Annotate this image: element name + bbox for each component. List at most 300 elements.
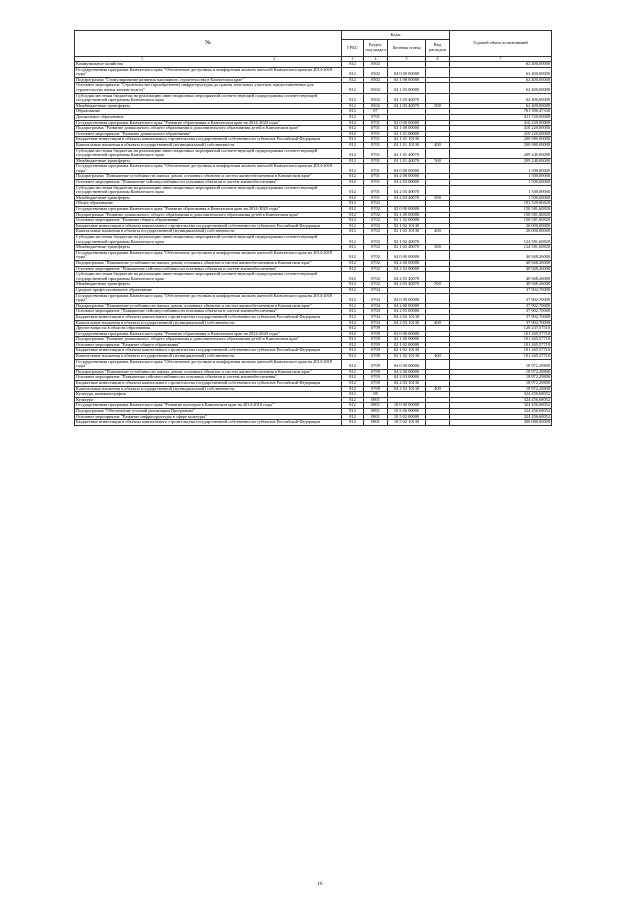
document-sheet [74,30,551,426]
cell-grbs: 812 [342,369,364,375]
column-number: 5 [388,57,426,62]
cell-target-item: 10 0 00 00000 [388,403,426,409]
cell-section: 0701 [364,164,388,174]
cell-amount: 101 265,57710 [450,342,552,348]
cell-amount: 1 500,00000 [450,164,552,174]
cell-amount: 200 980,00000 [450,137,552,143]
cell-section: 0801 [364,403,388,409]
cell-section: 0701 [364,137,388,143]
column-number: 3 [342,57,364,62]
cell-target-item: 10 5 02 00000 [388,414,426,420]
column-number: 7 [450,57,552,62]
cell-name: Бюджетные инвестиции в объекты капитального строительства государственной собственности субъектов Российской Федерации [75,348,342,354]
cell-section: 0701 [364,120,388,126]
cell-section: 0709 [364,326,388,332]
cell-target-item: 04 2 03 40070 [388,185,426,195]
cell-amount: 410 220,00000 [450,120,552,126]
cell-grbs: 812 [342,303,364,309]
cell-name: Капитальные вложения в объекты государственной (муниципальной) собственности [75,354,342,360]
cell-target-item: 02 1 01 40070 [388,158,426,164]
cell-target-item: 02 1 02 10130 [388,348,426,354]
cell-name: Основное мероприятие "Развитие общего образования" [75,218,342,224]
cell-amount: 26 000,00000 [450,223,552,229]
cell-grbs: 812 [342,195,364,201]
cell-section: 0701 [364,148,388,158]
cell-target-item: 04 0 00 00000 [388,359,426,369]
cell-grbs: 812 [342,77,364,83]
cell-section: 0702 [364,207,388,213]
cell-section: 0701 [364,114,388,120]
cell-amount: 410 220,00000 [450,126,552,132]
cell-name: Образование [75,109,342,115]
cell-grbs: 812 [342,229,364,235]
cell-section: 0702 [364,250,388,260]
header-number: № [75,31,342,57]
table-row [75,83,552,93]
cell-grbs: 812 [342,314,364,320]
cell-target-item: 02 0 00 00000 [388,120,426,126]
cell-grbs: 812 [342,392,364,398]
cell-target-item: 04 1 03 40070 [388,93,426,103]
cell-name: Общее образование [75,201,342,207]
cell-amount: 150 581,60820 [450,212,552,218]
cell-grbs: 812 [342,287,364,293]
cell-target-item: 02 1 00 00000 [388,212,426,218]
cell-target-item: 04 2 03 00000 [388,375,426,381]
cell-grbs: 812 [342,309,364,315]
table-row [75,148,552,158]
header-expense-type: Вид расходов [426,40,450,57]
cell-expense-type: 400 [426,354,450,360]
cell-target-item: 04 2 03 10130 [388,386,426,392]
budget-table [74,30,552,426]
cell-name: Подпрограмма "Развитие дошкольного, общего образования и дополнительного образования детей в Камчатском крае" [75,337,342,343]
cell-name: Бюджетные инвестиции в объекты капитального строительства государственной собственности субъектов Российской Федерации [75,223,342,229]
cell-grbs: 812 [342,223,364,229]
cell-section: 0709 [364,354,388,360]
cell-name: Подпрограмма "Обеспечение условий реализации Программы" [75,409,342,415]
cell-section: 0502 [364,103,388,109]
table-row [75,250,552,260]
cell-amount: 40 948,26000 [450,260,552,266]
cell-target-item: 04 1 03 00000 [388,83,426,93]
cell-grbs: 812 [342,180,364,186]
cell-amount: 200 980,00000 [450,142,552,148]
cell-grbs: 812 [342,137,364,143]
cell-section: 0709 [364,337,388,343]
cell-target-item: 02 1 02 10130 [388,223,426,229]
cell-target-item: 04 2 03 40070 [388,195,426,201]
cell-target-item: 02 0 00 00000 [388,331,426,337]
cell-amount: 324 456,68052 [450,409,552,415]
cell-grbs: 812 [342,62,364,68]
cell-section: 0709 [364,381,388,387]
cell-amount: 124 581,60820 [450,235,552,245]
cell-section: 0704 [364,320,388,326]
column-number: 1 2 [75,57,342,62]
cell-amount: 40 948,26000 [450,282,552,288]
cell-grbs: 812 [342,331,364,337]
cell-expense-type [426,148,450,158]
cell-section: 0502 [364,93,388,103]
cell-section: 0502 [364,83,388,93]
cell-section: 0801 [364,414,388,420]
cell-amount: 62 400,00000 [450,93,552,103]
cell-name: Государственная программа Камчатского края "Развитие образования в Камчатском крае на 2014-2020 годы" [75,120,342,126]
cell-expense-type [426,83,450,93]
cell-section: 0801 [364,409,388,415]
cell-target-item: 04 0 00 00000 [388,293,426,303]
cell-section: 0709 [364,348,388,354]
cell-grbs: 812 [342,266,364,272]
cell-name: Основное мероприятие "Повышение сейсмоустойчивости основных объектов и систем жизнеобеспечения" [75,266,342,272]
cell-grbs: 812 [342,235,364,245]
header-grbs: ГРБС [342,40,364,57]
cell-name: Субсидии местным бюджетам на реализацию инвестиционных мероприятий соответствующей подпрограммы соответствующей государственной программы Камчатского края [75,93,342,103]
header-codes: Коды [342,31,450,40]
cell-section: 0709 [364,359,388,369]
cell-grbs: 812 [342,201,364,207]
cell-amount: 18 972,29800 [450,359,552,369]
cell-name: Межбюджетные трансферты [75,103,342,109]
cell-section: 0702 [364,282,388,288]
cell-target-item: 04 2 00 00000 [388,174,426,180]
cell-grbs: 812 [342,409,364,415]
cell-name: Государственная программа Камчатского края "Развитие образования в Камчатском крае на 2014-2020 годы" [75,331,342,337]
cell-section: 0702 [364,235,388,245]
cell-grbs: 812 [342,397,364,403]
cell-grbs: 812 [342,260,364,266]
cell-section: 0701 [364,180,388,186]
cell-amount: 26 000,00000 [450,229,552,235]
cell-section: 0704 [364,287,388,293]
header-section: Раздел, под-раздел [364,40,388,57]
cell-grbs: 812 [342,131,364,137]
cell-target-item: 04 2 03 00000 [388,180,426,186]
cell-expense-type [426,272,450,282]
cell-grbs: 812 [342,320,364,326]
cell-amount: 18 972,29800 [450,369,552,375]
cell-grbs: 812 [342,381,364,387]
cell-name: Среднее профессиональное образование [75,287,342,293]
table-row [75,235,552,245]
table-row [75,359,552,369]
cell-target-item: 02 1 00 00000 [388,337,426,343]
cell-name: Подпрограмма "Повышение устойчивости жилых домов, основных объектов и систем жизнеобеспечения в Камчатском крае" [75,369,342,375]
cell-expense-type [426,67,450,77]
cell-grbs: 812 [342,282,364,288]
cell-section: 0709 [364,342,388,348]
cell-section: 0704 [364,303,388,309]
cell-target-item: 04 1 03 40070 [388,103,426,109]
cell-amount: 1 500,00000 [450,185,552,195]
cell-grbs: 812 [342,103,364,109]
table-row [75,272,552,282]
cell-name: Бюджетные инвестиции в объекты капитального строительства государственной собственности субъектов Российской Федерации [75,137,342,143]
table-header-row [75,31,552,40]
cell-name: Коммунальное хозяйство [75,62,342,68]
cell-target-item: 04 0 00 00000 [388,250,426,260]
cell-name: Подпрограмма "Развитие дошкольного, общего образования и дополнительного образования детей в Камчатском крае" [75,126,342,132]
cell-target-item: 04 1 00 00000 [388,77,426,83]
cell-section: 0702 [364,212,388,218]
cell-target-item: 04 2 03 10130 [388,381,426,387]
cell-name: Межбюджетные трансферты [75,282,342,288]
cell-grbs: 812 [342,212,364,218]
cell-name: Бюджетные инвестиции в объекты капитального строительства государственной собственности субъектов Российской Федерации [75,420,342,426]
cell-target-item: 02 1 01 00000 [388,131,426,137]
cell-amount: 101 265,57710 [450,348,552,354]
cell-section: 0702 [364,201,388,207]
cell-expense-type [426,293,450,303]
cell-grbs: 812 [342,342,364,348]
cell-name: Государственная программа Камчатского края "Обеспечение доступным и комфортным жильем жителей Камчатского края на 2014-2018 годы" [75,293,342,303]
table-row [75,293,552,303]
cell-section: 0702 [364,260,388,266]
cell-expense-type [426,164,450,174]
cell-amount: 410 220,00000 [450,131,552,137]
cell-name: Субсидии местным бюджетам на реализацию инвестиционных мероприятий соответствующей подпрограммы соответствующей государственной программы Камчатского края [75,148,342,158]
header-target-item: Целевая статья [388,40,426,57]
cell-name: Основное мероприятие "Развитие инфраструктуры в сфере культуры" [75,414,342,420]
cell-grbs: 812 [342,348,364,354]
cell-amount: 18 972,29800 [450,381,552,387]
cell-name: Основное мероприятие "Повышение сейсмоустойчивости основных объектов и систем жизнеобеспечения" [75,375,342,381]
cell-amount: 101 265,57710 [450,331,552,337]
cell-grbs: 812 [342,120,364,126]
cell-name: Дошкольное образование [75,114,342,120]
cell-name: Подпрограмма "Развитие дошкольного, общего образования и дополнительного образования детей в Камчатском крае" [75,212,342,218]
cell-name: Основное мероприятие "Развитие общего образования" [75,342,342,348]
cell-amount: 191 529,86820 [450,201,552,207]
cell-amount: 1 500,00000 [450,174,552,180]
cell-amount: 101 265,57710 [450,337,552,343]
cell-section: 0701 [364,158,388,164]
cell-amount: 37 902,70000 [450,314,552,320]
cell-name: Основное мероприятие "Повышение сейсмоустойчивости основных объектов и систем жизнеобеспечения" [75,309,342,315]
cell-expense-type: 500 [426,158,450,164]
cell-grbs: 812 [342,93,364,103]
cell-section: 0704 [364,293,388,303]
cell-section: 0709 [364,369,388,375]
cell-target-item: 04 0 00 00000 [388,164,426,174]
cell-section: 0702 [364,272,388,282]
cell-name: Подпрограмма "Стимулирование развития жилищного строительства в Камчатском крае" [75,77,342,83]
cell-target-item: 02 1 02 10130 [388,354,426,360]
cell-grbs: 812 [342,185,364,195]
cell-section: 0801 [364,397,388,403]
cell-section: 0702 [364,245,388,251]
cell-amount: 40 948,26000 [450,272,552,282]
cell-section: 0709 [364,331,388,337]
cell-target-item: 02 1 02 00000 [388,342,426,348]
cell-section: 0801 [364,420,388,426]
cell-target-item: 02 1 02 00000 [388,218,426,224]
table-row [75,67,552,77]
cell-expense-type: 400 [426,229,450,235]
cell-amount: 761 390,47330 [450,109,552,115]
cell-grbs: 812 [342,359,364,369]
cell-section: 07 [364,109,388,115]
cell-grbs: 812 [342,414,364,420]
cell-name: Межбюджетные трансферты [75,158,342,164]
cell-grbs: 812 [342,293,364,303]
cell-name: Основное мероприятие "Строительство (приобретение) инфраструктуры до границ земельных участков, предоставленных для строительства жилья эконом-класса" [75,83,342,93]
cell-amount: 324 456,68052 [450,414,552,420]
cell-name: Капитальные вложения в объекты государственной (муниципальной) собственности [75,386,342,392]
cell-grbs: 812 [342,158,364,164]
cell-grbs: 812 [342,148,364,158]
cell-target-item: 02 1 02 10130 [388,229,426,235]
cell-expense-type [426,250,450,260]
cell-amount: 411 720,00000 [450,114,552,120]
cell-target-item: 04 2 03 40070 [388,272,426,282]
cell-amount: 300 000,00000 [450,420,552,426]
cell-target-item: 02 1 01 10130 [388,142,426,148]
cell-section: 0702 [364,218,388,224]
cell-target-item: 02 1 02 40070 [388,245,426,251]
cell-amount: 40 948,26000 [450,250,552,260]
table-row [75,185,552,195]
cell-amount: 120 237,57510 [450,326,552,332]
cell-grbs: 812 [342,403,364,409]
header-annual-amount: Годовой объем ассигнований [450,31,552,57]
cell-name: Государственная программа Камчатского края "Развитие образования в Камчатском крае на 2014-2020 годы" [75,207,342,213]
cell-amount: 1 500,00000 [450,195,552,201]
cell-section: 0701 [364,174,388,180]
cell-target-item: 04 2 03 00000 [388,309,426,315]
cell-amount: 40 948,26000 [450,266,552,272]
cell-name: Субсидии местным бюджетам на реализацию инвестиционных мероприятий соответствующей подпрограммы соответствующей государственной программы Камчатского края [75,235,342,245]
cell-section: 0702 [364,223,388,229]
cell-section: 0502 [364,67,388,77]
cell-target-item: 02 1 02 40070 [388,235,426,245]
cell-grbs: 812 [342,114,364,120]
cell-amount: 37 902,70000 [450,309,552,315]
cell-amount: 324 456,68052 [450,397,552,403]
cell-grbs: 812 [342,272,364,282]
cell-grbs: 812 [342,67,364,77]
cell-amount: 1 500,00000 [450,180,552,186]
cell-amount: 62 400,00000 [450,83,552,93]
cell-section: 0704 [364,309,388,315]
cell-grbs: 812 [342,354,364,360]
cell-target-item: 10 5 02 10130 [388,420,426,426]
cell-name: Капитальные вложения в объекты государственной (муниципальной) собственности [75,142,342,148]
cell-grbs: 812 [342,375,364,381]
cell-name: Подпрограмма "Повышение устойчивости жилых домов, основных объектов и систем жизнеобеспечения в Камчатском крае" [75,303,342,309]
cell-amount: 37 902,70000 [450,287,552,293]
cell-grbs: 812 [342,83,364,93]
cell-target-item: 10 5 00 00000 [388,409,426,415]
cell-name: Основное мероприятие "Повышение сейсмоустойчивости основных объектов и систем жизнеобеспечения" [75,180,342,186]
cell-target-item: 04 2 03 00000 [388,266,426,272]
cell-target-item: 04 2 00 00000 [388,369,426,375]
cell-amount: 18 972,29800 [450,386,552,392]
cell-target-item: 02 1 01 10130 [388,137,426,143]
cell-amount: 62 400,00000 [450,103,552,109]
cell-name: Другие вопросы в области образования [75,326,342,332]
cell-name: Капитальные вложения в объекты государственной (муниципальной) собственности [75,229,342,235]
cell-name: Межбюджетные трансферты [75,195,342,201]
cell-grbs: 812 [342,164,364,174]
cell-expense-type [426,359,450,369]
cell-amount: 101 265,57710 [450,354,552,360]
table-row [75,164,552,174]
cell-section: 08 [364,392,388,398]
cell-amount: 324 456,68052 [450,403,552,409]
cell-grbs: 812 [342,207,364,213]
cell-grbs: 812 [342,326,364,332]
cell-expense-type: 500 [426,103,450,109]
cell-name: Культура, кинематография [75,392,342,398]
cell-amount: 209 240,00000 [450,148,552,158]
column-number: 4 [364,57,388,62]
cell-name: Государственная программа Камчатского края "Развитие культуры в Камчатском крае на 2014-2018 годы" [75,403,342,409]
cell-section: 0701 [364,195,388,201]
cell-target-item: 04 2 03 10130 [388,314,426,320]
cell-expense-type [426,420,450,426]
cell-target-item: 04 2 03 10130 [388,320,426,326]
cell-amount: 37 902,70000 [450,293,552,303]
cell-expense-type: 400 [426,320,450,326]
cell-expense-type [426,93,450,103]
cell-amount: 150 581,60820 [450,218,552,224]
table-row [75,420,552,426]
table-body [75,62,552,426]
cell-grbs: 812 [342,386,364,392]
cell-amount: 62 400,00000 [450,77,552,83]
cell-grbs: 812 [342,142,364,148]
cell-amount: 209 240,00000 [450,158,552,164]
cell-section: 0701 [364,126,388,132]
cell-section: 0704 [364,314,388,320]
cell-grbs: 812 [342,174,364,180]
cell-amount: 37 902,70000 [450,303,552,309]
cell-amount: 124 581,60820 [450,245,552,251]
cell-name: Государственная программа Камчатского края "Обеспечение доступным и комфортным жильем жителей Камчатского края на 2014-2018 годы" [75,67,342,77]
cell-name: Субсидии местным бюджетам на реализацию инвестиционных мероприятий соответствующей подпрограммы соответствующей государственной программы Камчатского края [75,272,342,282]
cell-expense-type [426,235,450,245]
cell-grbs: 812 [342,250,364,260]
cell-name: Бюджетные инвестиции в объекты капитального строительства государственной собственности субъектов Российской Федерации [75,381,342,387]
cell-amount: 18 972,29800 [450,375,552,381]
cell-grbs: 812 [342,218,364,224]
cell-name: Бюджетные инвестиции в объекты капитального строительства государственной собственности субъектов Российской Федерации [75,314,342,320]
cell-expense-type: 500 [426,282,450,288]
cell-amount: 62 400,00000 [450,62,552,68]
cell-name: Субсидии местным бюджетам на реализацию инвестиционных мероприятий соответствующей подпрограммы соответствующей государственной программы Камчатского края [75,185,342,195]
cell-section: 0702 [364,266,388,272]
cell-expense-type: 400 [426,386,450,392]
cell-amount: 37 902,70000 [450,320,552,326]
cell-target-item: 02 0 00 00000 [388,207,426,213]
cell-target-item: 04 2 00 00000 [388,303,426,309]
cell-grbs: 812 [342,109,364,115]
cell-target-item: 04 2 03 40070 [388,282,426,288]
cell-expense-type [426,185,450,195]
cell-section: 0709 [364,386,388,392]
cell-target-item: 02 1 01 40070 [388,148,426,158]
cell-grbs: 812 [342,245,364,251]
cell-amount: 324 456,68052 [450,392,552,398]
cell-amount: 62 400,00000 [450,67,552,77]
cell-amount: 150 581,60820 [450,207,552,213]
cell-expense-type: 400 [426,142,450,148]
cell-expense-type: 500 [426,195,450,201]
cell-name: Государственная программа Камчатского края "Обеспечение доступным и комфортным жильем жителей Камчатского края на 2014-2018 годы" [75,359,342,369]
cell-section: 0502 [364,77,388,83]
